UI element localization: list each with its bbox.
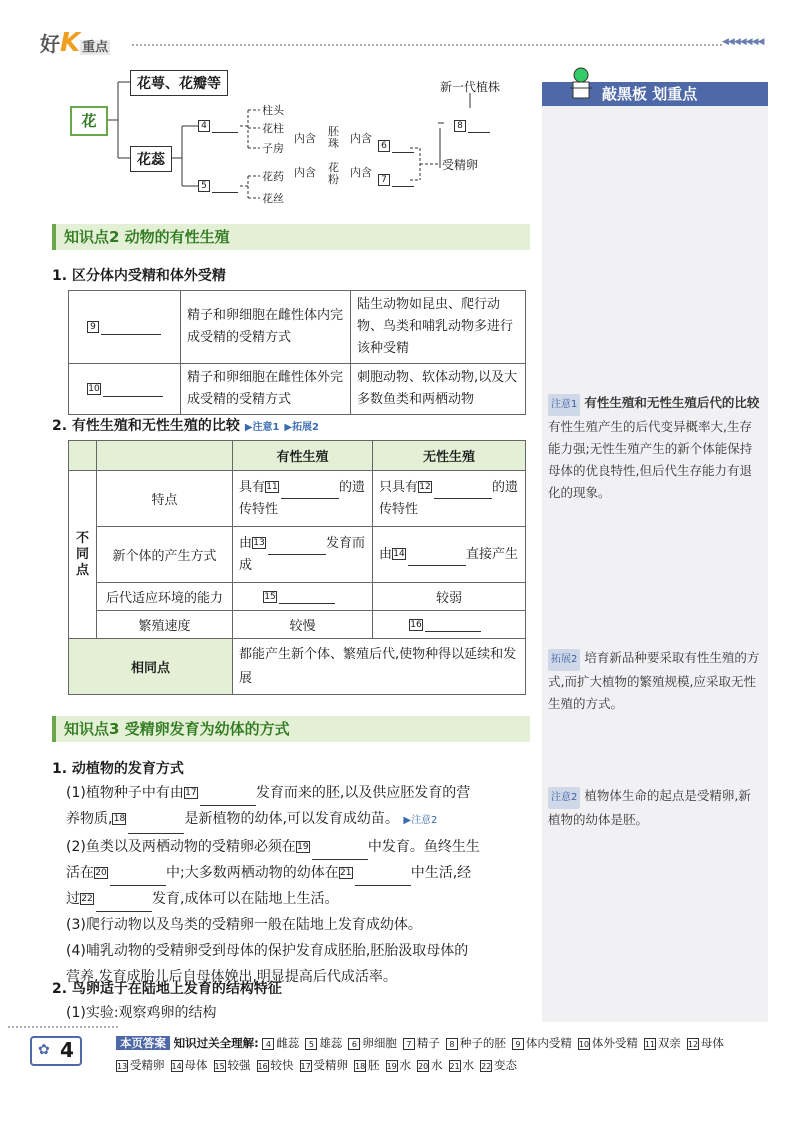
answer-item: [417, 1054, 443, 1076]
note-text: 培育新品种要采取有性生殖的方式,而扩大植物的繁殖规模,应采取无性生殖的方式。: [548, 650, 760, 711]
group-cell: [69, 471, 97, 639]
num-box: 16: [257, 1061, 268, 1071]
cell-post: 直接产生: [466, 546, 519, 562]
label-huazhu: 花柱: [262, 122, 284, 135]
flower-node: 花: [70, 106, 108, 136]
num-box: 5: [305, 1038, 317, 1050]
note-text: 有性生殖产生的后代变异概率大,生存能力强;无性生殖产生的新个体能保持母体的优良特性,但后代生存能力有退化的现象。: [548, 419, 753, 500]
section3-body: [66, 780, 530, 990]
label-neihan-4: 内含: [350, 166, 372, 179]
num-box: 8: [454, 120, 466, 132]
section2-sub1: 1. 区分体内受精和体外受精: [52, 268, 226, 284]
num-box: 9: [512, 1038, 524, 1050]
answers-intro: 知识过关全理解:: [173, 1036, 259, 1050]
answer-text: 母体: [184, 1058, 208, 1072]
cell-pre: 由: [239, 535, 253, 551]
answer-item: [512, 1032, 572, 1054]
table-cell: 刺胞动物、软体动物,以及大多数鱼类和两栖动物: [351, 364, 526, 415]
answer-text: 母体: [700, 1036, 724, 1050]
table-cell: 相同点: [69, 639, 233, 695]
blank-4: [198, 118, 238, 133]
num-box: 13: [253, 538, 265, 548]
num-box: 5: [198, 180, 210, 192]
cell-pre: 只具有: [379, 479, 419, 495]
label-huasi: 花丝: [262, 192, 284, 205]
page-number: 4: [60, 1038, 74, 1062]
num-box: 15: [214, 1061, 225, 1071]
text: 中生活,经: [410, 865, 472, 881]
ref-note2-text: 注意2: [411, 815, 438, 826]
table-row: [69, 527, 526, 583]
table-cell: 后代适应环境的能力: [97, 583, 233, 611]
table-cell: 精子和卵细胞在雌性体内完成受精的受精方式: [181, 291, 351, 364]
para-2: [66, 834, 530, 860]
sidebar-column: [542, 82, 768, 1022]
answer-text: 水: [431, 1058, 443, 1072]
num-box: 6: [348, 1038, 360, 1050]
para-2-cont2: [66, 886, 530, 912]
table-cell: 特点: [97, 471, 233, 527]
cell-post: 发育而成: [239, 535, 366, 573]
answer-item: [214, 1054, 251, 1076]
note-tag: 注意2: [548, 787, 580, 809]
num-box: 8: [446, 1038, 458, 1050]
note-tag: 注意1: [548, 394, 580, 416]
comparison-table: [68, 440, 526, 695]
num-box: 9: [87, 321, 99, 333]
num-box: 17: [300, 1061, 311, 1071]
sidebar-note-3: [548, 785, 762, 831]
table-cell: [233, 527, 373, 583]
table-cell: [69, 364, 181, 415]
text: (2)鱼类以及两栖动物的受精卵必须在: [66, 839, 296, 855]
para-1: [66, 780, 530, 806]
num-box: 11: [644, 1039, 656, 1049]
table-cell: [69, 291, 181, 364]
num-box: 10: [88, 384, 100, 394]
table-row: [69, 441, 526, 471]
answer-text: 精子: [416, 1036, 440, 1050]
table-cell: [233, 471, 373, 527]
table-cell: 繁殖速度: [97, 611, 233, 639]
answer-item: [257, 1054, 294, 1076]
answer-text: 卵细胞: [362, 1036, 397, 1050]
logo-suffix: 重点: [82, 40, 109, 55]
para-1-cont: [66, 806, 530, 834]
num-box: 11: [266, 482, 278, 492]
label-neihan-1: 内含: [294, 132, 316, 145]
answer-text: 受精卵: [130, 1058, 165, 1072]
label-huayao: 花药: [262, 170, 284, 183]
num-box: 14: [393, 549, 405, 559]
label-shoujingluan: 受精卵: [442, 158, 479, 172]
text: 养物质,: [66, 811, 113, 827]
ref-note1-text: 注意1: [252, 422, 280, 433]
num-box: 22: [81, 894, 93, 904]
cell-pre: 具有: [239, 479, 266, 495]
answer-item: [578, 1032, 638, 1054]
text: (1)植物种子中有由: [66, 785, 184, 801]
answer-text: 雄蕊: [319, 1036, 343, 1050]
num-box: 7: [378, 174, 390, 186]
para-5: (1)实验:观察鸡卵的结构: [66, 1005, 217, 1021]
table-row: [69, 471, 526, 527]
answer-text: 水: [399, 1058, 411, 1072]
num-box: 16: [410, 619, 422, 630]
table-cell: 都能产生新个体、繁殖后代,使物种得以延续和发展: [233, 639, 526, 695]
num-box: 12: [687, 1039, 699, 1049]
answer-item: [386, 1054, 412, 1076]
answer-text: 受精卵: [313, 1058, 348, 1072]
table-cell: [373, 471, 526, 527]
page-icon: ✿: [38, 1042, 50, 1058]
cell-post: 的遗传特性: [239, 479, 366, 517]
para-2-cont: [66, 860, 530, 886]
answer-text: 雌蕊: [276, 1036, 300, 1050]
section2-title: 知识点2 动物的有性生殖: [52, 224, 530, 250]
answers-label: 本页答案: [116, 1036, 170, 1050]
sidebar-note-2: [548, 647, 762, 715]
pistil-group-node: 花蕊: [130, 146, 172, 172]
table-row: [69, 583, 526, 611]
num-box: 22: [481, 1061, 492, 1071]
num-box: 18: [355, 1061, 366, 1071]
text: 中发育。鱼终生生: [367, 839, 480, 855]
note-title: 有性生殖和无性生殖后代的比较: [584, 395, 760, 410]
num-box: 19: [386, 1061, 397, 1071]
num-box: 21: [449, 1061, 460, 1071]
para-3: (3)爬行动物以及鸟类的受精卵一般在陆地上发育成幼体。: [66, 917, 422, 933]
table-cell: [233, 583, 373, 611]
answer-item: [480, 1054, 517, 1076]
section3-title: 知识点3 受精卵发育为幼体的方式: [52, 716, 530, 742]
text: 活在: [66, 865, 94, 881]
answer-text: 较快: [270, 1058, 294, 1072]
text: 中;大多数两栖动物的幼体在: [166, 865, 339, 881]
answer-item: [403, 1032, 440, 1054]
table-cell: 较弱: [373, 583, 526, 611]
num-box: 21: [339, 868, 352, 878]
flower-diagram: [60, 68, 530, 218]
num-box: 6: [378, 140, 390, 152]
answer-item: [687, 1032, 724, 1054]
answer-text: 胚: [368, 1058, 380, 1072]
num-box: 7: [403, 1038, 415, 1050]
table-cell: [69, 441, 97, 471]
table-cell: [97, 441, 233, 471]
para-4-cont: 营养,发育成胎儿后自母体娩出,明显提高后代成活率。: [66, 969, 397, 985]
answer-item: [305, 1032, 342, 1054]
answer-text: 体外受精: [591, 1036, 638, 1050]
note-tag: 拓展2: [548, 649, 580, 671]
label-huafen: 花粉: [328, 161, 339, 186]
text: 是新植物的幼体,可以发育成幼苗。: [184, 811, 399, 827]
table-row: [69, 639, 526, 695]
footer-dotted-rule: [8, 1026, 118, 1028]
table-cell: 无性生殖: [373, 441, 526, 471]
cell-post: 的遗传特性: [379, 479, 519, 517]
table-row: [69, 364, 526, 415]
text: 过: [66, 891, 80, 907]
label-neihan-2: 内含: [350, 132, 372, 145]
answer-item: [449, 1054, 475, 1076]
text: 发育,成体可以在陆地上生活。: [152, 891, 339, 907]
label-zhutou: 柱头: [262, 104, 284, 117]
header-dotted-rule: [132, 44, 722, 46]
blank-8: [454, 118, 490, 133]
label-zifang: 子房: [262, 142, 284, 155]
section3-sub1: 1. 动植物的发育方式: [52, 761, 184, 777]
num-box: 20: [418, 1061, 429, 1071]
logo-k: K: [60, 28, 81, 58]
answer-text: 双亲: [657, 1036, 681, 1050]
table-cell: 陆生动物如昆虫、爬行动物、鸟类和哺乳动物多进行该种受精: [351, 291, 526, 364]
page-badge: [30, 1036, 82, 1066]
sub2-text: 2. 有性生殖和无性生殖的比较: [52, 418, 240, 434]
answer-text: 变态: [494, 1058, 517, 1072]
label-neihan-3: 内含: [294, 166, 316, 179]
answers-block: [116, 1032, 746, 1076]
sidebar-note-1: [548, 392, 762, 504]
num-box: 12: [419, 482, 431, 492]
answer-item: [116, 1054, 165, 1076]
cell-pre: 由: [379, 546, 393, 562]
num-box: 4: [262, 1038, 274, 1050]
table-row: [69, 611, 526, 639]
answer-item: [348, 1032, 397, 1054]
logo-prefix: 好: [40, 32, 60, 56]
answer-item: [171, 1054, 208, 1076]
table-cell: 有性生殖: [233, 441, 373, 471]
fertilization-table: [68, 290, 526, 415]
answer-item: [644, 1032, 681, 1054]
header-arrows: ◀◀◀◀◀◀◀: [722, 37, 764, 47]
para-4: (4)哺乳动物的受精卵受到母体的保护发育成胚胎,胚胎汲取母体的: [66, 943, 469, 959]
group-label: 不同点: [75, 530, 89, 578]
ref-note2: ▶注意2: [403, 815, 438, 826]
blank-7: [378, 172, 414, 187]
table-cell: 精子和卵细胞在雌性体外完成受精的受精方式: [181, 364, 351, 415]
num-box: 13: [117, 1061, 128, 1071]
ref-note1: ▶注意1: [244, 422, 280, 433]
sidebar-banner-text: 敲黑板 划重点: [602, 85, 698, 103]
num-box: 17: [185, 788, 197, 798]
text: 发育而来的胚,以及供应胚发育的营: [255, 785, 471, 801]
ref-ext2-text: 拓展2: [292, 422, 320, 433]
answer-text: 种子的胚: [459, 1036, 506, 1050]
header-logo: [40, 28, 110, 58]
blank-5: [198, 178, 238, 193]
num-box: 20: [95, 868, 107, 878]
section2-sub2: [52, 415, 319, 435]
sepal-node: 花萼、花瓣等: [130, 70, 228, 96]
label-newplant: 新一代植株: [440, 80, 501, 94]
table-cell: [373, 611, 526, 639]
answer-text: 水: [462, 1058, 474, 1072]
table-cell: 较慢: [233, 611, 373, 639]
num-box: 15: [264, 591, 276, 602]
answer-item: [300, 1054, 349, 1076]
answer-item: [354, 1054, 380, 1076]
table-cell: [373, 527, 526, 583]
num-box: 19: [297, 842, 309, 852]
num-box: 10: [578, 1039, 590, 1049]
answer-text: 体内受精: [525, 1036, 572, 1050]
section3-sub2: 2. 鸟卵适于在陆地上发育的结构特征: [52, 981, 282, 997]
blank-6: [378, 138, 414, 153]
table-row: [69, 291, 526, 364]
label-peizhu: 胚珠: [328, 125, 339, 150]
answer-text: 较强: [227, 1058, 251, 1072]
note-text: 植物体生命的起点是受精卵,新植物的幼体是胚。: [548, 788, 751, 827]
sidebar-mascot-icon: [566, 66, 596, 104]
answer-item: [446, 1032, 506, 1054]
num-box: 18: [113, 814, 126, 824]
num-box: 14: [171, 1061, 182, 1071]
table-cell: 新个体的产生方式: [97, 527, 233, 583]
num-box: 4: [198, 120, 210, 132]
ref-ext2: ▶拓展2: [284, 422, 320, 433]
answer-item: [262, 1032, 299, 1054]
